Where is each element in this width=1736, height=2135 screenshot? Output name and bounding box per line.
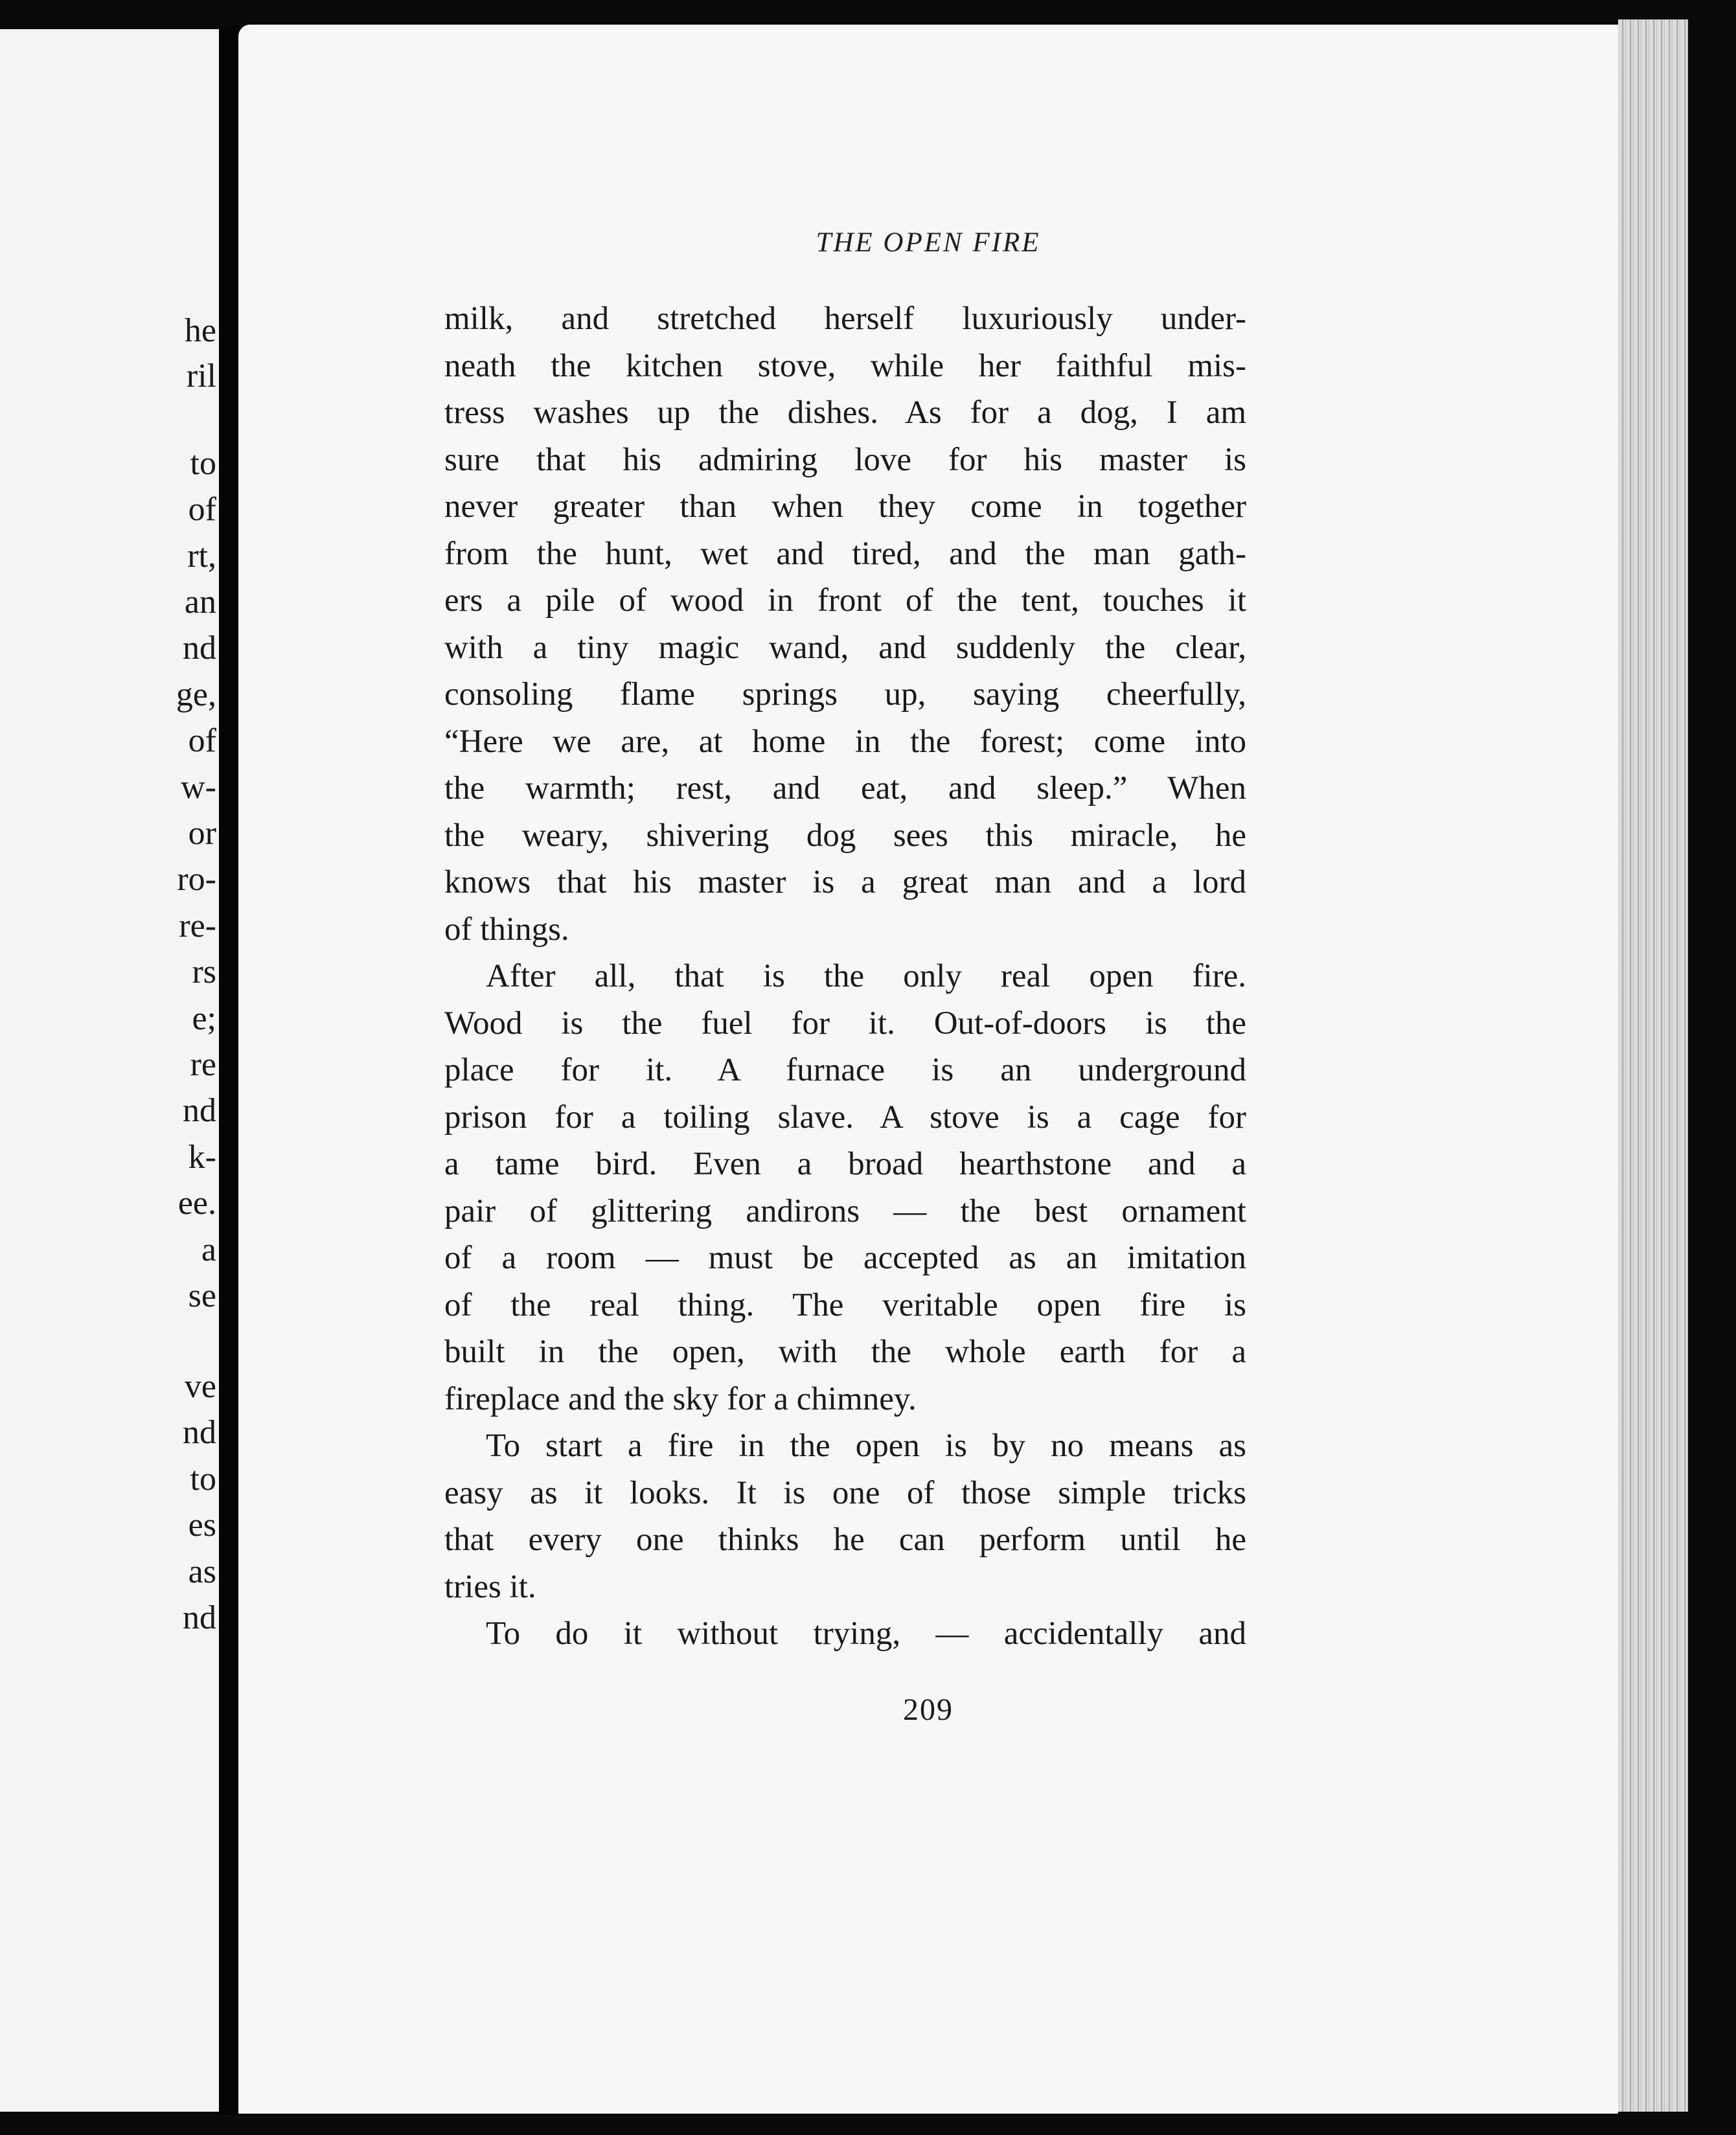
left-page-fragment: nd bbox=[183, 1414, 216, 1451]
left-page-fragment: to bbox=[190, 1461, 216, 1498]
left-page-fragment: k- bbox=[188, 1139, 216, 1176]
text-line: of things. bbox=[444, 911, 569, 948]
left-page-fragment: ro- bbox=[177, 861, 216, 898]
text-line: the warmth; rest, and eat, and sleep.” When bbox=[444, 770, 1246, 806]
text-line: milk, and stretched herself luxuriously under- bbox=[444, 301, 1246, 337]
left-page-fragment: of bbox=[188, 491, 216, 528]
paragraph bbox=[444, 295, 1246, 953]
text-line: prison for a toiling slave. A stove is a cage for bbox=[444, 1099, 1246, 1136]
text-line: To start a fire in the open is by no means as bbox=[486, 1428, 1246, 1464]
left-page-fragment: nd bbox=[183, 630, 216, 667]
left-page-fragment: nd bbox=[183, 1092, 216, 1129]
text-line: the weary, shivering dog sees this miracle, he bbox=[444, 817, 1246, 854]
text-line: knows that his master is a great man and a lord bbox=[444, 864, 1246, 900]
left-page-fragment: he bbox=[184, 312, 216, 349]
left-page-fragment: rt, bbox=[187, 538, 216, 575]
left-page-fragment: e; bbox=[192, 1000, 216, 1037]
text-line: sure that his admiring love for his master is bbox=[444, 441, 1246, 478]
left-page-fragment: as bbox=[188, 1553, 216, 1590]
text-line: After all, that is the only real open fire. bbox=[486, 958, 1246, 994]
left-page-fragment: a bbox=[201, 1231, 216, 1268]
text-line: To do it without trying, — accidentally and bbox=[486, 1616, 1246, 1652]
paragraph bbox=[444, 1610, 1246, 1658]
left-page-fragment: es bbox=[188, 1507, 216, 1544]
paragraph bbox=[444, 953, 1246, 1422]
left-page-fragment: an bbox=[184, 584, 216, 621]
text-line: “Here we are, at home in the forest; come into bbox=[444, 723, 1246, 760]
right-page bbox=[238, 25, 1618, 2114]
left-page-fragment: re bbox=[190, 1046, 216, 1083]
left-page-fragment: rs bbox=[192, 953, 216, 990]
text-line: from the hunt, wet and tired, and the man gath- bbox=[444, 535, 1246, 572]
running-head: THE OPEN FIRE bbox=[816, 227, 1041, 258]
text-line: neath the kitchen stove, while her faithful mis- bbox=[444, 347, 1246, 384]
text-line: place for it. A furnace is an underground bbox=[444, 1052, 1246, 1088]
book-gutter bbox=[219, 26, 241, 2115]
page-body-text bbox=[444, 295, 1246, 1658]
text-line: fireplace and the sky for a chimney. bbox=[444, 1380, 917, 1417]
text-line: consoling flame springs up, saying cheerfully, bbox=[444, 676, 1246, 713]
left-page-fragment: or bbox=[188, 815, 216, 852]
text-line: tress washes up the dishes. As for a dog, I am bbox=[444, 394, 1246, 431]
left-page-fragment: of bbox=[188, 722, 216, 759]
left-page-fragment: re- bbox=[179, 908, 216, 944]
text-line: of a room — must be accepted as an imitation bbox=[444, 1240, 1246, 1276]
left-page-fragment: se bbox=[188, 1277, 216, 1314]
left-page-fragment: to bbox=[190, 445, 216, 482]
left-page-fragment: ve bbox=[184, 1368, 216, 1405]
paragraph bbox=[444, 1422, 1246, 1610]
left-page-edge bbox=[0, 29, 219, 2112]
page-number: 209 bbox=[903, 1693, 954, 1727]
text-line: Wood is the fuel for it. Out-of-doors is the bbox=[444, 1005, 1246, 1042]
text-line: with a tiny magic wand, and suddenly the clear, bbox=[444, 629, 1246, 666]
text-line: of the real thing. The veritable open fire is bbox=[444, 1286, 1246, 1323]
text-line: ers a pile of wood in front of the tent, touches it bbox=[444, 582, 1246, 619]
text-line: pair of glittering andirons — the best ornament bbox=[444, 1193, 1246, 1229]
text-line: tries it. bbox=[444, 1568, 536, 1605]
left-page-fragment: w- bbox=[181, 769, 216, 806]
left-page-fragment: ril bbox=[186, 358, 216, 394]
text-line: never greater than when they come in together bbox=[444, 488, 1246, 525]
text-line: that every one thinks he can perform until he bbox=[444, 1522, 1246, 1558]
left-page-fragment: nd bbox=[183, 1599, 216, 1636]
text-line: easy as it looks. It is one of those simple tricks bbox=[444, 1474, 1246, 1511]
text-line: built in the open, with the whole earth for a bbox=[444, 1334, 1246, 1370]
left-page-fragment: ee. bbox=[177, 1185, 216, 1222]
text-line: a tame bird. Even a broad hearthstone and a bbox=[444, 1146, 1246, 1182]
left-page-fragment: ge, bbox=[176, 676, 216, 713]
page-block-edges bbox=[1618, 19, 1704, 2112]
